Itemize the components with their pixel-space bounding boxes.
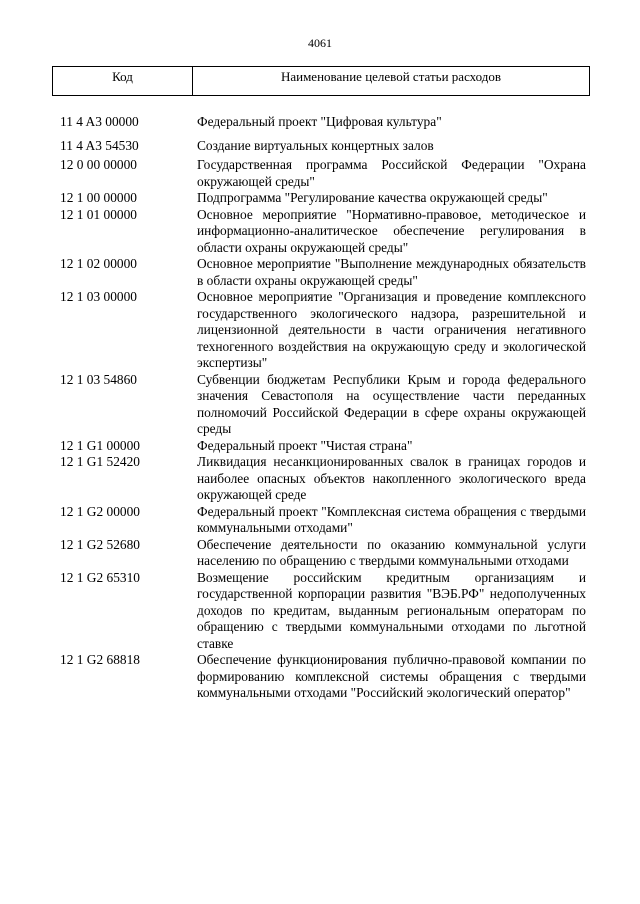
table-row <box>60 190 586 207</box>
row-code: 12 1 03 54860 <box>60 371 137 387</box>
row-name: Возмещение российским кредитным организациям и государственной корпорации развития "ВЭБ.РФ" недополученных доходов по кредитам, выданным региональным операторам по обращению с твердыми коммунальными отходами по льготной ставке <box>197 569 586 651</box>
row-name: Субвенции бюджетам Республики Крым и города федерального значения Севастополя на осуществление части переданных полномочий Российской Федерации в сфере охраны окружающей среды <box>197 371 586 436</box>
row-name: Основное мероприятие "Выполнение международных обязательств в области охраны окружающей среды" <box>197 256 586 288</box>
table-row <box>60 157 586 190</box>
row-code: 12 1 00 00000 <box>60 190 137 205</box>
table-row <box>60 504 586 537</box>
table-row <box>60 207 586 257</box>
row-code: 11 4 A3 54530 <box>60 137 139 153</box>
table-row <box>60 570 586 653</box>
row-name: Основное мероприятие "Организация и проведение комплексного государственного экологического надзора, разрешительной и лицензионной деятельности в части ограничения негативного техногенного воздействия на окружающую среду и экологической экспертизы" <box>197 289 586 370</box>
row-code: 12 1 G2 65310 <box>60 569 140 585</box>
row-code: 11 4 A3 00000 <box>60 114 139 129</box>
row-code: 12 0 00 00000 <box>60 157 137 172</box>
row-code: 12 1 G1 52420 <box>60 454 140 469</box>
row-code: 12 1 02 00000 <box>60 256 137 271</box>
row-code: 12 1 G2 00000 <box>60 503 140 519</box>
row-code: 12 1 G1 00000 <box>60 437 140 453</box>
row-code: 12 1 G2 52680 <box>60 536 140 552</box>
row-code: 12 1 G2 68818 <box>60 652 140 667</box>
table-row <box>60 454 586 504</box>
row-code: 12 1 03 00000 <box>60 289 137 304</box>
row-name: Ликвидация несанкционированных свалок в границах городов и наиболее опасных объектов накопленного экологического вреда окружающей среде <box>197 454 586 502</box>
table-row <box>60 289 586 372</box>
header-name-label: Наименование целевой статьи расходов <box>280 69 502 84</box>
table-header <box>52 66 590 96</box>
page-number: 4061 <box>308 36 332 50</box>
row-name: Подпрограмма "Регулирование качества окружающей среды" <box>197 190 548 205</box>
table-row <box>60 256 586 289</box>
row-name: Обеспечение функционирования публично-правовой компании по формированию комплексной системы обращения с твердыми коммунальными отходами "Российский экологический оператор" <box>197 652 586 700</box>
row-code: 12 1 01 00000 <box>60 206 137 222</box>
expense-items-list <box>60 114 586 702</box>
table-row <box>60 114 586 131</box>
header-code-label: Код <box>53 67 193 95</box>
row-name: Государственная программа Российской Федерации "Охрана окружающей среды" <box>197 157 586 189</box>
table-row <box>60 537 586 570</box>
row-name: Федеральный проект "Чистая страна" <box>197 437 413 453</box>
table-row <box>60 652 586 702</box>
row-name: Обеспечение деятельности по оказанию коммунальной услуги населению по обращению с твердыми коммунальными отходами <box>197 536 586 568</box>
table-row <box>60 438 586 455</box>
row-name: Федеральный проект "Комплексная система обращения с твердыми коммунальными отходами" <box>197 503 586 535</box>
table-row <box>60 138 586 155</box>
row-name: Основное мероприятие "Нормативно-правовое, методическое и информационно-аналитическое обеспечение регулирования в области охраны окружающей среды" <box>197 206 586 255</box>
table-row <box>60 372 586 438</box>
row-name: Федеральный проект "Цифровая культура" <box>197 114 442 129</box>
row-name: Создание виртуальных концертных залов <box>197 137 434 153</box>
